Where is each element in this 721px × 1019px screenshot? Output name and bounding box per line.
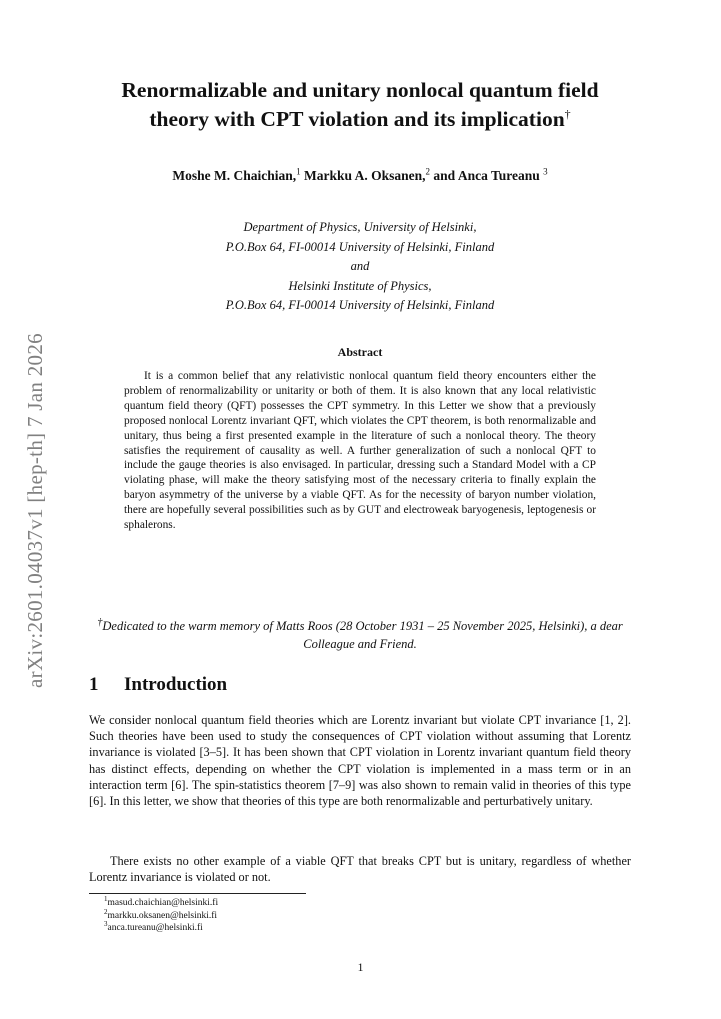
affiliations — [80, 218, 640, 316]
author-conjunction: and — [433, 168, 456, 183]
footnote — [104, 919, 218, 935]
section-title: Introduction — [124, 674, 228, 695]
author-list — [80, 168, 640, 184]
author-footnote-mark: 2 — [425, 166, 431, 177]
title-dagger: † — [564, 106, 571, 121]
footnote-mark: 3 — [104, 919, 108, 928]
footnotes — [104, 894, 219, 935]
affiliation-line: P.O.Box 64, FI-00014 University of Helsinki, Finland — [225, 298, 495, 312]
author-name: Markku A. Oksanen, — [304, 168, 426, 183]
section-heading — [89, 674, 227, 696]
page-number: 1 — [357, 960, 364, 974]
arxiv-identifier: arXiv:2601.04037v1 [hep-th] 7 Jan 2026 — [22, 332, 47, 688]
footnote-email: markku.oksanen@helsinki.fi — [107, 910, 218, 921]
author-footnote-mark: 1 — [296, 166, 301, 177]
author-name: Moshe M. Chaichian, — [172, 168, 297, 183]
dedication-dagger: † — [97, 617, 103, 628]
author-name: Anca Tureanu — [457, 168, 540, 183]
section-number: 1 — [89, 674, 99, 695]
body-paragraph-1: We consider nonlocal quantum field theories which are Lorentz invariant but violate CPT invariance [1, 2]. Such theories have been used to study the consequences of CPT violation without assuming that Lorentz invariance is violated [3–5]. It has been shown that CPT violation in Lorentz invariant quantum field theory has distinct effects, depending on whether the CPT violation is implemented in a mass term or in an interaction term [6]. The spin-statistics theorem [7–9] was also shown to remain valid in theories of this type [6]. In this letter, we show that theories of this type are both renormalizable and perturbatively unitary. — [89, 713, 631, 809]
body-paragraph-2: There exists no other example of a viable QFT that breaks CPT but is unitary, regardless of whether Lorentz invariance is violated or not. — [89, 854, 631, 885]
footnote-mark: 2 — [104, 907, 108, 916]
abstract-heading: Abstract — [337, 345, 383, 359]
paper-title — [80, 76, 640, 134]
dedication-text: Dedicated to the warm memory of Matts Roos (28 October 1931 – 25 November 2025, Helsinki), a dear Colleague and Friend. — [102, 619, 623, 652]
title-line-2-text: theory with CPT violation and its implication — [149, 107, 565, 131]
author-footnote-mark: 3 — [543, 166, 548, 177]
arxiv-watermark — [12, 300, 58, 720]
abstract-text: It is a common belief that any relativistic nonlocal quantum field theory encounters either the problem of renormalizability or unitarity or both of them. It is also known that any local relativistic quantum field theory (QFT) possesses the CPT symmetry. In this Letter we show that a previously proposed nonlocal Lorentz invariant QFT, which violates the CPT theorem, is both renormalizable and unitary, thus being a first presented example in the literature of such a nonlocal theory. The theory satisfies the requirement of causality as well. A further generalization of such a nonlocal QFT to include the gauge theories is also envisaged. In particular, dressing such a Standard Model with a CP violating phase, will make the theory satisfying most of the necessary criteria to finally explain the baryon asymmetry of the universe by a viable QFT. As for the necessity of baryon number violation, there are hopefully several possibilities such as by GUT and electroweak baryogenesis, leptogenesis or sphalerons. — [124, 370, 596, 532]
footnote-mark: 1 — [104, 894, 108, 903]
affiliation-line: and — [350, 259, 370, 273]
title-line-2 — [80, 105, 640, 134]
affiliation-line: Department of Physics, University of Helsinki, — [243, 220, 477, 234]
footnote-email: masud.chaichian@helsinki.fi — [107, 898, 219, 908]
footnote-email: anca.tureanu@helsinki.fi — [107, 923, 203, 933]
affiliation-line: Helsinki Institute of Physics, — [288, 278, 432, 293]
title-line-1: Renormalizable and unitary nonlocal quantum field — [121, 78, 599, 102]
footnote — [104, 907, 218, 923]
footnote-divider — [89, 893, 306, 894]
dedication-note — [86, 614, 634, 653]
footnote — [104, 894, 219, 910]
affiliation-line: P.O.Box 64, FI-00014 University of Helsinki, Finland — [225, 239, 495, 254]
